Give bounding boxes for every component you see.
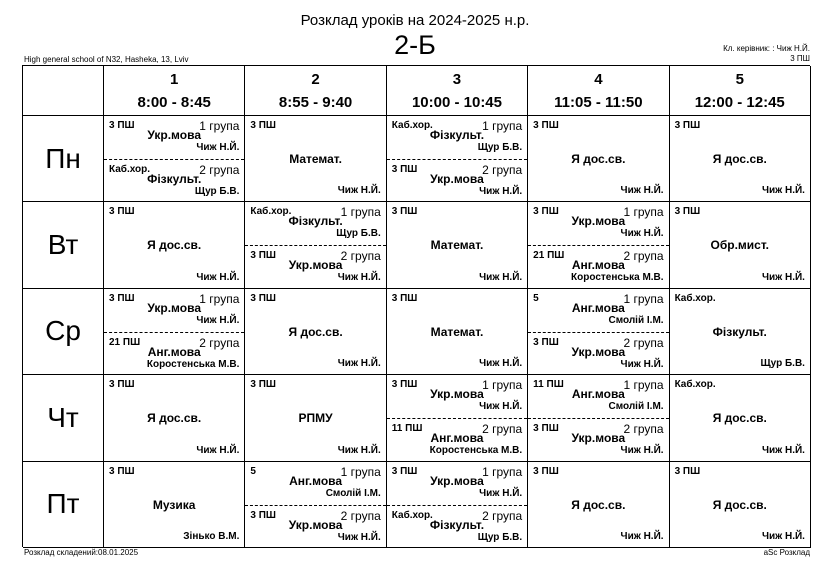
group-label: 2 група xyxy=(482,163,523,177)
room-label: Каб.хор. xyxy=(674,292,716,304)
lesson-cell xyxy=(528,116,669,202)
group-label: 1 група xyxy=(623,291,664,306)
group-label: 2 група xyxy=(482,422,523,437)
teacher-label: Коростенська М.В. xyxy=(571,272,664,284)
subject-label: Я дос.св. xyxy=(571,497,626,512)
period-header xyxy=(528,66,669,116)
day-label: Ср xyxy=(23,289,104,375)
room-label: 3 ПШ xyxy=(674,465,701,477)
subject-label: Укр.мова xyxy=(147,300,201,315)
room-label: 5 xyxy=(533,292,539,304)
group-lesson-1 xyxy=(387,116,527,159)
room-label: 21 ПШ xyxy=(533,250,565,262)
teacher-label: Чиж Н.Й. xyxy=(761,444,805,456)
lesson-cell xyxy=(387,462,528,548)
whole-class-lesson xyxy=(670,202,810,287)
lesson-cell xyxy=(528,462,669,548)
lesson-cell xyxy=(670,202,811,288)
whole-class-lesson xyxy=(670,116,810,201)
lesson-cell xyxy=(528,202,669,288)
group-lesson-1 xyxy=(245,202,385,245)
lesson-cell xyxy=(670,375,811,461)
teacher-label: Коростенська М.В. xyxy=(146,358,240,370)
day-label: Вт xyxy=(23,202,104,288)
group-lesson-1 xyxy=(528,289,668,332)
subject-label: Фізкульт. xyxy=(712,324,767,339)
group-label: 1 група xyxy=(199,291,240,306)
group-label: 2 група xyxy=(623,422,664,437)
group-label: 1 група xyxy=(623,205,664,220)
group-label: 2 група xyxy=(623,249,664,264)
subject-label: Я дос.св. xyxy=(147,238,202,253)
group-lesson-2 xyxy=(528,245,668,288)
lesson-cell xyxy=(387,202,528,288)
lesson-cell xyxy=(245,202,386,288)
teacher-label: Чиж Н.Й. xyxy=(196,444,240,456)
group-lesson-1 xyxy=(245,462,385,505)
period-time: 10:00 - 10:45 xyxy=(411,94,502,111)
room-label: 3 ПШ xyxy=(109,292,135,304)
teacher-label: Чиж Н.Й. xyxy=(337,272,381,284)
group-lesson-2 xyxy=(387,418,527,461)
room-label: 21 ПШ xyxy=(109,336,141,348)
group-label: 1 група xyxy=(340,205,381,220)
subject-label: Математ. xyxy=(430,324,484,339)
whole-class-lesson xyxy=(104,462,244,547)
whole-class-lesson xyxy=(670,462,810,547)
corner-cell xyxy=(23,66,104,116)
lesson-cell xyxy=(387,116,528,202)
subject-label: Укр.мова xyxy=(430,172,484,186)
subject-label: Я дос.св. xyxy=(288,324,343,339)
lesson-cell xyxy=(104,202,245,288)
teacher-label: Чиж Н.Й. xyxy=(479,401,523,413)
lesson-cell xyxy=(104,289,245,375)
subject-label: Я дос.св. xyxy=(571,152,626,166)
class-room: 3 ПШ xyxy=(790,54,810,63)
lesson-cell xyxy=(670,462,811,548)
subject-label: Укр.мова xyxy=(288,258,343,273)
period-time: 11:05 - 11:50 xyxy=(554,94,643,111)
class-name: 2-Б xyxy=(394,30,436,60)
room-label: Каб.хор. xyxy=(674,379,716,391)
period-header xyxy=(387,66,528,116)
teacher-label: Чиж Н.Й. xyxy=(620,185,664,197)
group-lesson-1 xyxy=(528,202,668,245)
school-name: High general school of N32, Hasheka, 13, Lviv xyxy=(24,55,189,64)
created-date: Розклад складений:08.01.2025 xyxy=(24,548,139,557)
group-label: 1 група xyxy=(482,464,523,479)
subject-label: РПМУ xyxy=(298,411,333,426)
teacher-label: Смолій І.М. xyxy=(608,314,664,326)
lesson-cell xyxy=(245,116,386,202)
teacher-label: Чиж Н.Й. xyxy=(337,185,381,197)
subject-label: Укр.мова xyxy=(288,517,343,532)
timetable-grid xyxy=(22,65,810,547)
room-label: 3 ПШ xyxy=(250,509,276,521)
group-lesson-2 xyxy=(245,245,385,288)
group-label: 2 група xyxy=(199,163,240,177)
group-lesson-1 xyxy=(104,289,244,332)
group-label: 2 група xyxy=(623,335,664,350)
teacher-label: Щур Б.В. xyxy=(477,531,523,543)
lesson-cell xyxy=(387,375,528,461)
subject-label: Обр.мист. xyxy=(710,238,769,253)
teacher-label: Чиж Н.Й. xyxy=(620,445,664,457)
teacher-label: Щур Б.В. xyxy=(477,142,523,153)
room-label: 3 ПШ xyxy=(391,379,418,391)
room-label: 3 ПШ xyxy=(391,292,418,304)
schedule-title: Розклад уроків на 2024-2025 н.р. xyxy=(300,12,530,29)
room-label: 3 ПШ xyxy=(109,379,135,391)
subject-label: Анг.мова xyxy=(289,473,343,488)
room-label: Каб.хор. xyxy=(391,509,433,521)
group-lesson-2 xyxy=(245,505,385,548)
whole-class-lesson xyxy=(245,375,385,460)
room-label: 3 ПШ xyxy=(109,120,135,131)
teacher-label: Смолій І.М. xyxy=(608,401,664,413)
class-teacher: Кл. керівник: : Чиж Н.Й. xyxy=(723,44,810,53)
group-label: 2 група xyxy=(340,249,381,264)
whole-class-lesson xyxy=(528,462,668,547)
teacher-label: Чиж Н.Й. xyxy=(196,142,240,153)
group-label: 1 група xyxy=(482,119,523,133)
group-lesson-2 xyxy=(104,332,244,375)
group-label: 2 група xyxy=(199,335,240,350)
subject-label: Укр.мова xyxy=(430,387,484,402)
group-lesson-1 xyxy=(387,462,527,505)
period-time: 8:55 - 9:40 xyxy=(278,94,353,111)
room-label: 3 ПШ xyxy=(533,423,559,435)
period-number: 4 xyxy=(594,71,603,88)
subject-label: Я дос.св. xyxy=(712,152,767,166)
room-label: 11 ПШ xyxy=(391,423,423,435)
subject-label: Музика xyxy=(152,497,196,512)
room-label: 3 ПШ xyxy=(250,292,276,304)
period-header xyxy=(245,66,386,116)
teacher-label: Чиж Н.Й. xyxy=(196,271,240,283)
teacher-label: Щур Б.В. xyxy=(194,186,240,197)
teacher-label: Коростенська М.В. xyxy=(429,445,523,457)
subject-label: Я дос.св. xyxy=(712,497,767,512)
whole-class-lesson xyxy=(245,116,385,201)
software-credit: aSc Розклад xyxy=(763,548,810,557)
teacher-label: Чиж Н.Й. xyxy=(761,185,805,197)
subject-label: Анг.мова xyxy=(571,300,625,315)
room-label: 3 ПШ xyxy=(391,206,418,218)
subject-label: Анг.мова xyxy=(571,387,625,402)
day-label: Пт xyxy=(23,462,104,548)
teacher-label: Чиж Н.Й. xyxy=(479,271,523,283)
teacher-label: Зінько В.М. xyxy=(183,530,240,542)
period-time: 8:00 - 8:45 xyxy=(137,94,211,111)
teacher-label: Чиж Н.Й. xyxy=(479,358,523,370)
teacher-label: Щур Б.В. xyxy=(336,228,381,240)
teacher-label: Чиж Н.Й. xyxy=(620,228,664,240)
room-label: 3 ПШ xyxy=(250,250,276,262)
subject-label: Фізкульт. xyxy=(429,517,485,532)
teacher-label: Чиж Н.Й. xyxy=(620,358,664,370)
group-lesson-2 xyxy=(387,505,527,548)
day-label: Чт xyxy=(23,375,104,461)
subject-label: Анг.мова xyxy=(571,258,625,273)
period-header xyxy=(104,66,245,116)
teacher-label: Чиж Н.Й. xyxy=(337,444,381,456)
room-label: 3 ПШ xyxy=(674,120,701,131)
group-lesson-2 xyxy=(528,332,668,375)
room-label: Каб.хор. xyxy=(109,164,151,175)
teacher-label: Чиж Н.Й. xyxy=(196,314,240,326)
group-label: 1 група xyxy=(482,378,523,393)
whole-class-lesson xyxy=(245,289,385,374)
room-label: Каб.хор. xyxy=(391,120,433,131)
subject-label: Анг.мова xyxy=(147,344,201,359)
teacher-label: Чиж Н.Й. xyxy=(337,531,381,543)
subject-label: Укр.мова xyxy=(571,431,626,446)
subject-label: Фізкульт. xyxy=(288,214,343,229)
teacher-label: Чиж Н.Й. xyxy=(479,487,523,499)
period-number: 3 xyxy=(452,71,462,88)
lesson-cell xyxy=(245,462,386,548)
period-number: 2 xyxy=(311,71,320,88)
day-label: Пн xyxy=(23,116,104,202)
lesson-cell xyxy=(670,116,811,202)
whole-class-lesson xyxy=(104,375,244,460)
subject-label: Анг.мова xyxy=(430,431,484,446)
subject-label: Фізкульт. xyxy=(429,128,485,142)
subject-label: Я дос.св. xyxy=(147,411,202,426)
group-lesson-1 xyxy=(387,375,527,418)
subject-label: Фізкульт. xyxy=(147,172,202,186)
room-label: 3 ПШ xyxy=(391,164,418,175)
group-label: 1 група xyxy=(199,119,240,133)
whole-class-lesson xyxy=(387,289,527,374)
group-label: 1 група xyxy=(623,378,664,393)
subject-label: Укр.мова xyxy=(571,344,626,359)
period-time: 12:00 - 12:45 xyxy=(694,94,785,111)
teacher-label: Смолій І.М. xyxy=(325,487,381,499)
lesson-cell xyxy=(245,289,386,375)
room-label: 3 ПШ xyxy=(250,379,276,391)
room-label: 3 ПШ xyxy=(674,206,701,218)
lesson-cell xyxy=(387,289,528,375)
teacher-label: Чиж Н.Й. xyxy=(479,186,523,197)
lesson-cell xyxy=(104,116,245,202)
lesson-cell xyxy=(670,289,811,375)
period-number: 1 xyxy=(170,71,179,88)
group-lesson-2 xyxy=(528,418,668,461)
whole-class-lesson xyxy=(528,116,668,201)
group-lesson-2 xyxy=(387,159,527,202)
room-label: 3 ПШ xyxy=(109,206,135,218)
whole-class-lesson xyxy=(387,202,527,287)
teacher-label: Чиж Н.Й. xyxy=(337,358,381,370)
period-header xyxy=(670,66,811,116)
lesson-cell xyxy=(528,375,669,461)
subject-label: Укр.мова xyxy=(571,214,626,229)
lesson-cell xyxy=(104,375,245,461)
whole-class-lesson xyxy=(104,202,244,287)
lesson-cell xyxy=(104,462,245,548)
room-label: 5 xyxy=(250,465,256,477)
group-lesson-1 xyxy=(104,116,244,159)
teacher-label: Щур Б.В. xyxy=(760,358,805,370)
group-label: 1 група xyxy=(340,464,381,479)
period-number: 5 xyxy=(735,71,744,88)
subject-label: Математ. xyxy=(289,152,342,166)
subject-label: Я дос.св. xyxy=(712,411,767,426)
room-label: 3 ПШ xyxy=(109,465,135,477)
room-label: 3 ПШ xyxy=(533,465,559,477)
subject-label: Укр.мова xyxy=(147,128,201,142)
teacher-label: Чиж Н.Й. xyxy=(620,530,664,542)
teacher-label: Чиж Н.Й. xyxy=(761,271,805,283)
room-label: 3 ПШ xyxy=(250,120,276,131)
whole-class-lesson xyxy=(670,375,810,460)
teacher-label: Чиж Н.Й. xyxy=(761,530,805,542)
group-lesson-2 xyxy=(104,159,244,202)
room-label: 3 ПШ xyxy=(533,336,559,348)
room-label: 3 ПШ xyxy=(533,206,559,218)
lesson-cell xyxy=(528,289,669,375)
room-label: 3 ПШ xyxy=(391,465,418,477)
subject-label: Укр.мова xyxy=(430,473,484,488)
group-label: 2 група xyxy=(340,508,381,523)
group-label: 2 група xyxy=(482,508,523,523)
whole-class-lesson xyxy=(670,289,810,374)
group-lesson-1 xyxy=(528,375,668,418)
class-teacher-info xyxy=(723,44,810,64)
room-label: 3 ПШ xyxy=(533,120,559,131)
lesson-cell xyxy=(245,375,386,461)
room-label: 11 ПШ xyxy=(533,379,564,391)
subject-label: Математ. xyxy=(430,238,484,253)
room-label: Каб.хор. xyxy=(250,206,292,218)
